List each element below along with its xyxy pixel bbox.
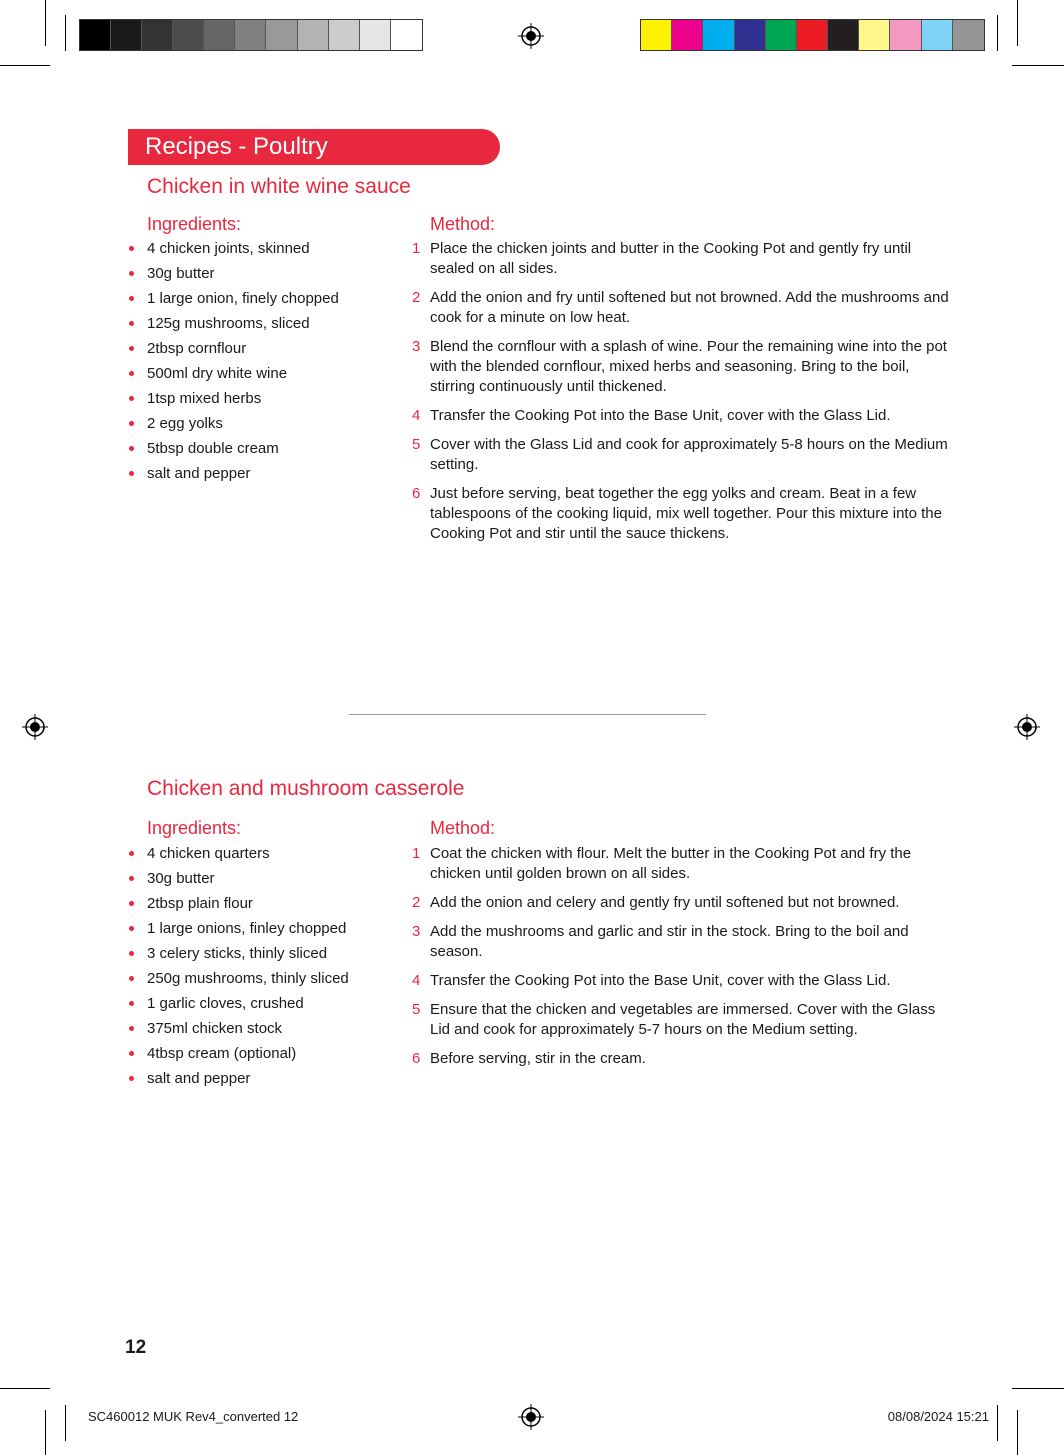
step-number: 1 (412, 845, 421, 862)
ingredient-item (128, 844, 388, 869)
color-swatch (797, 20, 828, 50)
crop-mark (997, 1405, 998, 1441)
method-step (410, 1000, 950, 1040)
bullet-icon (129, 851, 134, 856)
recipe-title: Chicken and mushroom casserole (147, 777, 465, 800)
bullet-icon (129, 471, 134, 476)
step-number: 4 (412, 407, 421, 424)
ingredient-item (128, 1044, 388, 1069)
grayscale-color-bar (79, 19, 423, 51)
step-text: Cover with the Glass Lid and cook for approximately 5-8 hours on the Medium setting. (430, 436, 948, 473)
ingredients-list (128, 844, 388, 1094)
registration-mark-icon (22, 714, 48, 740)
color-swatch (766, 20, 797, 50)
method-step (410, 971, 950, 991)
method-heading: Method: (430, 818, 496, 838)
color-swatch (298, 20, 329, 50)
bullet-icon (129, 396, 134, 401)
section-header: Recipes - Poultry (128, 129, 500, 165)
color-swatch (672, 20, 703, 50)
color-swatch (173, 20, 204, 50)
step-text: Blend the cornflour with a splash of wine. Pour the remaining wine into the pot with the blended cornflour, mixed herbs and seasoning. Bring to the boil, stirring continuously until thickened. (430, 338, 947, 395)
crop-mark (45, 0, 46, 46)
bullet-icon (129, 296, 134, 301)
ingredients-list (128, 239, 388, 489)
ingredient-text: 1 large onion, finely chopped (147, 290, 339, 307)
ingredient-item (128, 389, 388, 414)
color-swatch (703, 20, 734, 50)
step-number: 6 (412, 1050, 421, 1067)
method-step (410, 1049, 950, 1069)
method-step (410, 922, 950, 962)
color-swatch (360, 20, 391, 50)
step-text: Ensure that the chicken and vegetables are immersed. Cover with the Glass Lid and cook for approximately 5-7 hours on the Medium setting. (430, 1001, 936, 1038)
registration-mark-icon (1014, 714, 1040, 740)
ingredient-text: 4 chicken quarters (147, 845, 270, 862)
color-swatch (391, 20, 422, 50)
color-swatch (922, 20, 953, 50)
step-text: Before serving, stir in the cream. (430, 1050, 646, 1067)
step-text: Add the onion and celery and gently fry until softened but not browned. (430, 894, 900, 911)
ingredient-item (128, 464, 388, 489)
bullet-icon (129, 321, 134, 326)
ingredients-heading: Ingredients: (147, 818, 242, 838)
color-swatch (329, 20, 360, 50)
registration-mark-icon (518, 1404, 544, 1430)
color-swatch (111, 20, 142, 50)
color-swatch (953, 20, 984, 50)
method-step (410, 337, 950, 397)
bullet-icon (129, 1051, 134, 1056)
ingredient-text: 2tbsp cornflour (147, 340, 247, 357)
bullet-icon (129, 246, 134, 251)
ingredient-text: 2 egg yolks (147, 415, 223, 432)
bullet-icon (129, 346, 134, 351)
page-number: 12 (125, 1337, 147, 1358)
bullet-icon (129, 951, 134, 956)
ingredient-text: 3 celery sticks, thinly sliced (147, 945, 328, 962)
ingredient-text: 4tbsp cream (optional) (147, 1045, 297, 1062)
crop-mark (0, 1388, 50, 1389)
method-list (410, 844, 950, 1078)
crop-mark (45, 1410, 46, 1455)
step-number: 3 (412, 338, 421, 355)
color-swatch (266, 20, 297, 50)
ingredient-text: 1 garlic cloves, crushed (147, 995, 304, 1012)
step-number: 4 (412, 972, 421, 989)
ingredient-text: 375ml chicken stock (147, 1020, 283, 1037)
bullet-icon (129, 1001, 134, 1006)
method-step (410, 844, 950, 884)
bullet-icon (129, 1076, 134, 1081)
step-text: Transfer the Cooking Pot into the Base Unit, cover with the Glass Lid. (430, 972, 891, 989)
ingredient-text: 1tsp mixed herbs (147, 390, 262, 407)
crop-mark (1017, 1410, 1018, 1455)
ingredient-item (128, 364, 388, 389)
ingredient-text: 2tbsp plain flour (147, 895, 253, 912)
method-step (410, 288, 950, 328)
ingredient-text: 4 chicken joints, skinned (147, 240, 310, 257)
print-slug-left: SC460012 MUK Rev4_converted 12 (88, 1409, 299, 1424)
bullet-icon (129, 1026, 134, 1031)
step-text: Coat the chicken with flour. Melt the butter in the Cooking Pot and fry the chicken until golden brown on all sides. (430, 845, 912, 882)
ingredient-item (128, 1019, 388, 1044)
bullet-icon (129, 901, 134, 906)
bullet-icon (129, 926, 134, 931)
bullet-icon (129, 421, 134, 426)
bullet-icon (129, 976, 134, 981)
section-divider (349, 714, 706, 715)
ingredient-text: 1 large onions, finley chopped (147, 920, 347, 937)
step-number: 2 (412, 894, 421, 911)
ingredient-item (128, 314, 388, 339)
ingredients-heading: Ingredients: (147, 214, 242, 234)
bullet-icon (129, 271, 134, 276)
ingredient-item (128, 339, 388, 364)
method-step (410, 435, 950, 475)
step-text: Add the onion and fry until softened but not browned. Add the mushrooms and cook for a minute on low heat. (430, 289, 949, 326)
crop-mark (1012, 1388, 1064, 1389)
ingredient-text: 5tbsp double cream (147, 440, 279, 457)
ingredient-text: 125g mushrooms, sliced (147, 315, 310, 332)
ingredient-item (128, 919, 388, 944)
method-step (410, 406, 950, 426)
ingredient-text: 250g mushrooms, thinly sliced (147, 970, 349, 987)
step-text: Just before serving, beat together the egg yolks and cream. Beat in a few tablespoons of the cooking liquid, mix well together. Pour this mixture into the Cooking Pot and stir until the sauce thickens. (430, 485, 942, 542)
method-list (410, 239, 950, 553)
ingredient-item (128, 944, 388, 969)
step-number: 2 (412, 289, 421, 306)
method-heading: Method: (430, 214, 496, 234)
ingredient-text: salt and pepper (147, 1070, 251, 1087)
bullet-icon (129, 876, 134, 881)
color-swatch (859, 20, 890, 50)
color-swatch (204, 20, 235, 50)
crop-mark (0, 65, 50, 66)
step-number: 6 (412, 485, 421, 502)
color-swatch (828, 20, 859, 50)
registration-mark-icon (518, 23, 544, 49)
bullet-icon (129, 371, 134, 376)
process-color-bar (640, 19, 985, 51)
step-number: 1 (412, 240, 421, 257)
step-text: Transfer the Cooking Pot into the Base Unit, cover with the Glass Lid. (430, 407, 891, 424)
color-swatch (80, 20, 111, 50)
step-text: Add the mushrooms and garlic and stir in the stock. Bring to the boil and season. (430, 923, 909, 960)
step-text: Place the chicken joints and butter in the Cooking Pot and gently fry until sealed on all sides. (430, 240, 912, 277)
crop-mark (65, 1405, 66, 1441)
step-number: 5 (412, 1001, 421, 1018)
ingredient-item (128, 289, 388, 314)
ingredient-item (128, 894, 388, 919)
method-step (410, 484, 950, 544)
ingredient-text: 30g butter (147, 265, 215, 282)
print-slug-right: 08/08/2024 15:21 (887, 1409, 989, 1424)
ingredient-item (128, 439, 388, 464)
crop-mark (65, 15, 66, 51)
ingredient-item (128, 994, 388, 1019)
step-number: 3 (412, 923, 421, 940)
ingredient-item (128, 264, 388, 289)
step-number: 5 (412, 436, 421, 453)
ingredient-text: 500ml dry white wine (147, 365, 288, 382)
method-step (410, 239, 950, 279)
crop-mark (997, 15, 998, 51)
color-swatch (641, 20, 672, 50)
crop-mark (1017, 0, 1018, 46)
recipe-title: Chicken in white wine sauce (147, 175, 411, 198)
ingredient-text: salt and pepper (147, 465, 251, 482)
ingredient-item (128, 1069, 388, 1094)
color-swatch (235, 20, 266, 50)
color-swatch (890, 20, 921, 50)
ingredient-item (128, 414, 388, 439)
method-step (410, 893, 950, 913)
ingredient-item (128, 969, 388, 994)
ingredient-item (128, 869, 388, 894)
bullet-icon (129, 446, 134, 451)
crop-mark (1012, 65, 1064, 66)
ingredient-item (128, 239, 388, 264)
ingredient-text: 30g butter (147, 870, 215, 887)
color-swatch (142, 20, 173, 50)
color-swatch (735, 20, 766, 50)
